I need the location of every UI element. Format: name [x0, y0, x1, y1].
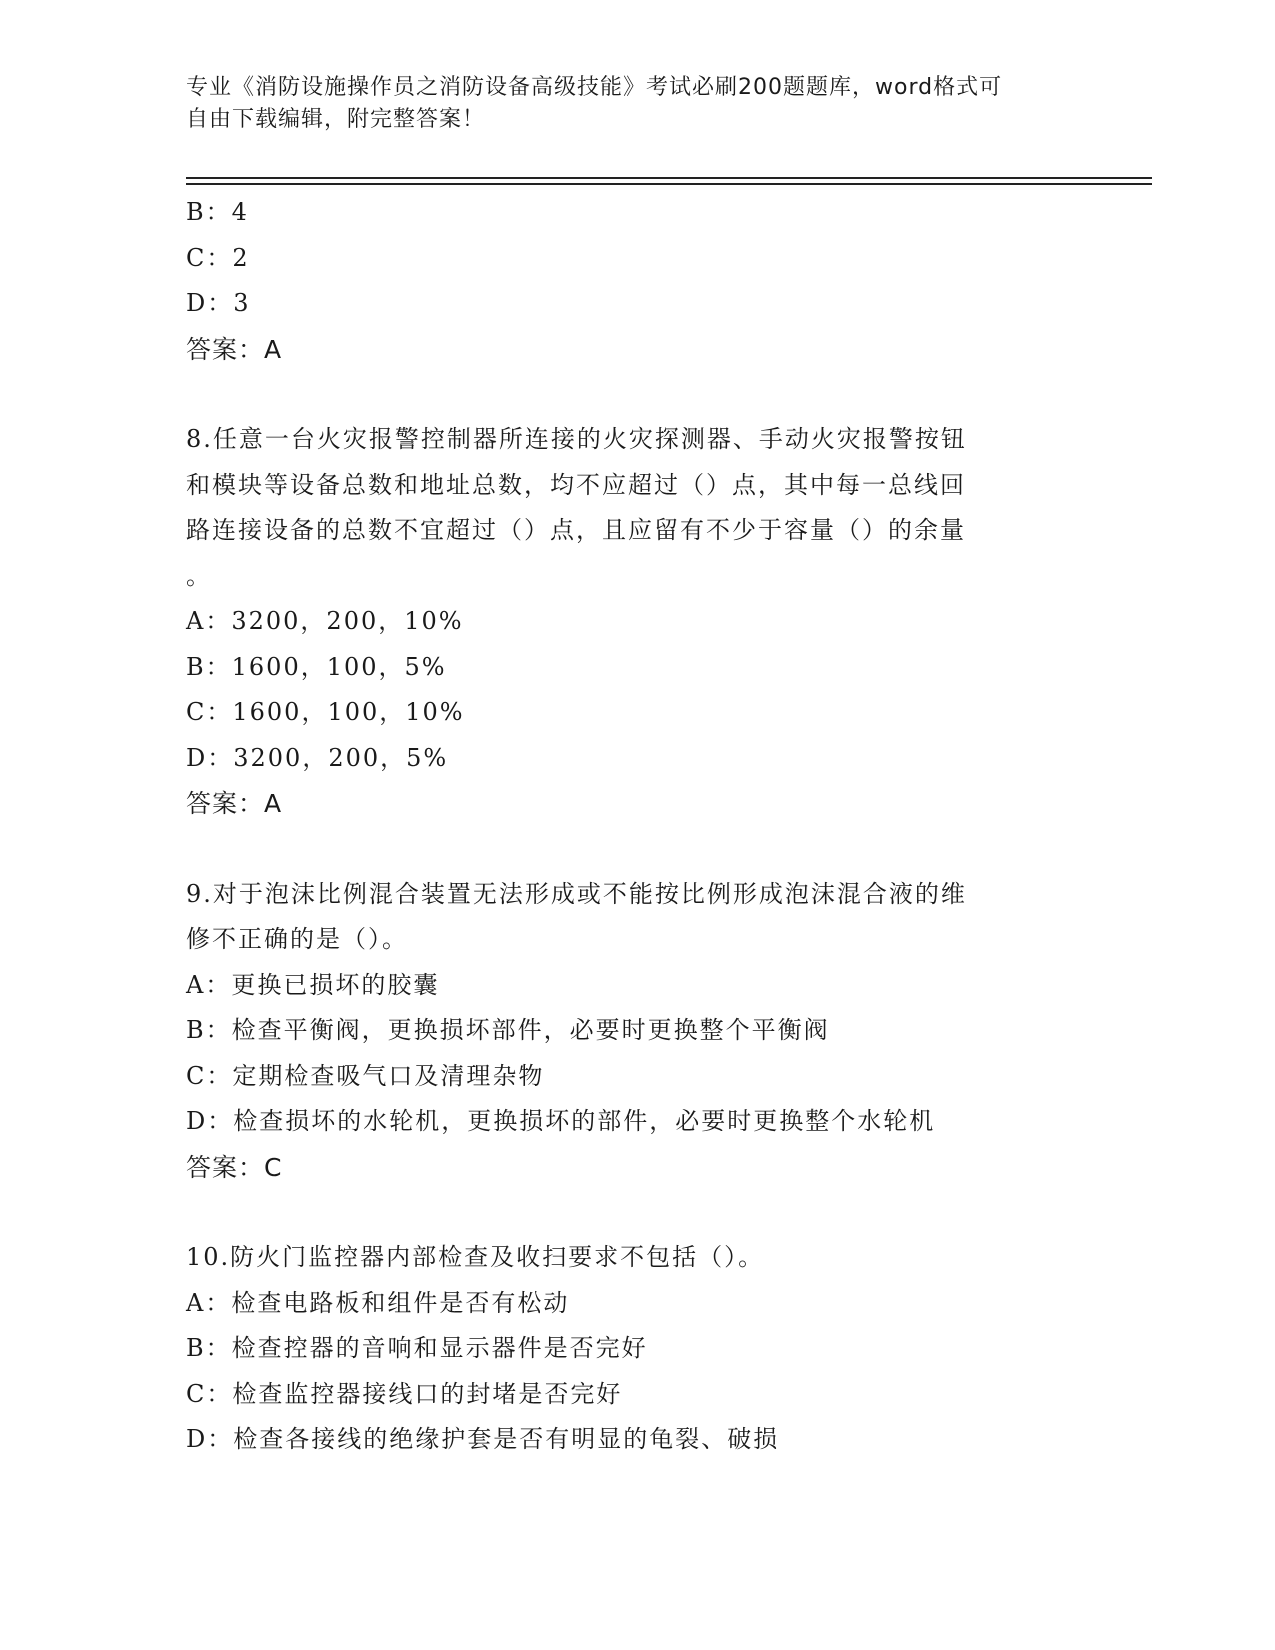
spacer	[186, 372, 1066, 417]
option-text: 4	[231, 198, 249, 226]
header-line-1: 专业《消防设施操作员之消防设备高级技能》考试必刷200题题库，word格式可	[186, 75, 1003, 100]
option-label: D：	[186, 289, 234, 317]
option-label: C：	[186, 1061, 233, 1090]
option-text: 检查电路板和组件是否有松动	[231, 1288, 570, 1317]
option-label: B：	[186, 1016, 232, 1044]
question-10	[186, 1235, 1066, 1463]
option-text: 3200，200，5%	[233, 743, 449, 772]
option-b	[186, 1326, 1066, 1372]
option-label: C：	[186, 698, 233, 726]
option-d	[186, 281, 1066, 327]
option-label: A：	[186, 970, 232, 999]
option-label: B：	[186, 198, 232, 226]
option-text: 1600，100，10%	[232, 698, 465, 726]
option-text: 2	[232, 243, 250, 272]
option-text: 更换已损坏的胶囊	[231, 970, 440, 999]
option-c	[186, 1372, 1066, 1418]
question-9	[186, 872, 1066, 1191]
option-label: D：	[186, 1107, 234, 1135]
option-label: B：	[186, 1334, 232, 1362]
option-d	[186, 736, 1066, 782]
spacer	[186, 827, 1066, 872]
question-text-line: 和模块等设备总数和地址总数，均不应超过（）点，其中每一总线回	[186, 470, 966, 499]
option-label: C：	[186, 243, 233, 272]
header-line-2: 自由下载编辑，附完整答案！	[186, 107, 486, 132]
question-text-line: 修不正确的是（）。	[186, 925, 408, 953]
question-8	[186, 417, 1066, 827]
question-text-line: 路连接设备的总数不宜超过（）点，且应留有不少于容量（）的余量	[186, 516, 966, 544]
option-d	[186, 1099, 1066, 1145]
option-b	[186, 190, 1066, 236]
option-text: 检查监控器接线口的封堵是否完好	[232, 1379, 623, 1408]
option-text: 检查损坏的水轮机，更换损坏的部件，必要时更换整个水轮机	[233, 1107, 936, 1135]
answer-line: 答案：C	[186, 1152, 283, 1182]
option-d	[186, 1417, 1066, 1463]
document-body	[186, 190, 1066, 1463]
question-text-line: 8.任意一台火灾报警控制器所连接的火灾探测器、手动火灾报警按钮	[186, 425, 967, 453]
header-divider-bottom	[186, 183, 1152, 185]
option-c	[186, 1054, 1066, 1100]
option-label: D：	[186, 1425, 234, 1453]
option-text: 1600，100，5%	[231, 652, 447, 681]
option-a	[186, 1281, 1066, 1327]
option-text: 定期检查吸气口及清理杂物	[232, 1061, 545, 1090]
option-text: 3	[233, 289, 251, 317]
option-b	[186, 645, 1066, 691]
question-text-line: 。	[186, 561, 212, 590]
header-divider-top	[186, 177, 1152, 179]
option-a	[186, 963, 1066, 1009]
option-label: A：	[186, 607, 232, 635]
option-c	[186, 690, 1066, 736]
answer-line: 答案：A	[186, 334, 283, 364]
option-text: 3200，200，10%	[231, 607, 464, 635]
spacer	[186, 1190, 1066, 1235]
option-text: 检查平衡阀，更换损坏部件，必要时更换整个平衡阀	[231, 1016, 830, 1044]
question-text-line: 10.防火门监控器内部检查及收扫要求不包括（）。	[186, 1243, 765, 1271]
option-text: 检查控器的音响和显示器件是否完好	[231, 1334, 648, 1362]
answer-line: 答案：A	[186, 789, 283, 818]
question-text-line: 9.对于泡沫比例混合装置无法形成或不能按比例形成泡沫混合液的维	[186, 879, 967, 908]
option-label: D：	[186, 743, 234, 772]
option-label: C：	[186, 1379, 233, 1408]
option-label: A：	[186, 1288, 232, 1317]
document-header	[186, 72, 1086, 136]
option-c	[186, 236, 1066, 282]
option-text: 检查各接线的绝缘护套是否有明显的龟裂、破损	[233, 1425, 780, 1453]
question-7-tail	[186, 190, 1066, 372]
option-b	[186, 1008, 1066, 1054]
option-label: B：	[186, 652, 232, 681]
option-a	[186, 599, 1066, 645]
